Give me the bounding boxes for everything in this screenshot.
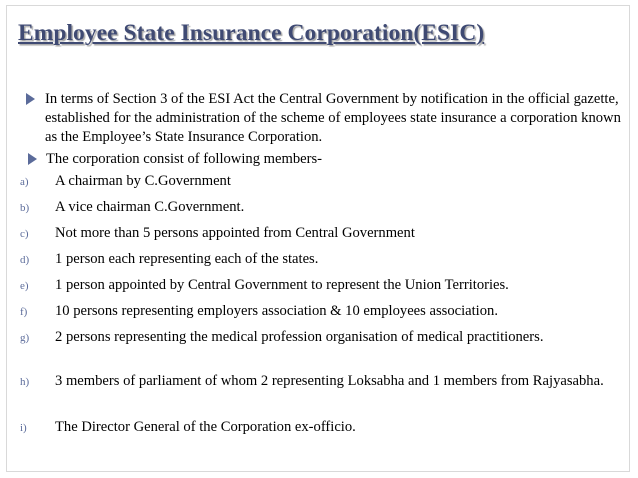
- list-marker: a): [20, 176, 29, 188]
- bullet-corporation-members: [28, 150, 628, 169]
- member-item-i: [20, 418, 620, 437]
- slide-title: Employee State Insurance Corporation(ESIC): [18, 20, 485, 46]
- list-marker: e): [20, 280, 29, 292]
- member-item-d: [20, 250, 620, 269]
- list-marker: g): [20, 332, 30, 344]
- member-text: Not more than 5 persons appointed from Central Government: [55, 225, 415, 241]
- list-marker: b): [20, 202, 30, 214]
- member-item-c: [20, 224, 620, 243]
- list-marker: h): [20, 376, 30, 388]
- member-item-h: [20, 372, 620, 391]
- member-item-b: [20, 198, 620, 217]
- bullet-esi-act-section-3: [26, 90, 626, 147]
- member-text: A chairman by C.Government: [55, 173, 231, 189]
- member-text: 2 persons representing the medical profession organisation of medical practitioners.: [55, 329, 544, 345]
- member-text: A vice chairman C.Government.: [55, 199, 245, 215]
- member-item-e: [20, 276, 620, 295]
- member-item-g: [20, 328, 620, 347]
- bullet-text: The corporation consist of following members-: [46, 151, 322, 167]
- member-text: 1 person appointed by Central Government to represent the Union Territories.: [55, 277, 509, 293]
- member-item-f: [20, 302, 620, 321]
- list-marker: i): [20, 422, 27, 434]
- arrow-bullet-icon: [26, 93, 35, 105]
- list-marker: f): [20, 306, 28, 318]
- member-text: The Director General of the Corporation ex-officio.: [55, 419, 356, 435]
- list-marker: c): [20, 228, 29, 240]
- member-text: 1 person each representing each of the states.: [55, 251, 319, 267]
- member-text: 10 persons representing employers association & 10 employees association.: [55, 303, 498, 319]
- arrow-bullet-icon: [28, 153, 37, 165]
- member-item-a: [20, 172, 620, 191]
- member-text: 3 members of parliament of whom 2 representing Loksabha and 1 members from Rajyasabha.: [55, 373, 604, 389]
- bullet-text: In terms of Section 3 of the ESI Act the Central Government by notification in the official gazette, established for the administration of the scheme of employees state insurance a corporation known as the Employee’s State Insurance Corporation.: [45, 91, 621, 145]
- list-marker: d): [20, 254, 30, 266]
